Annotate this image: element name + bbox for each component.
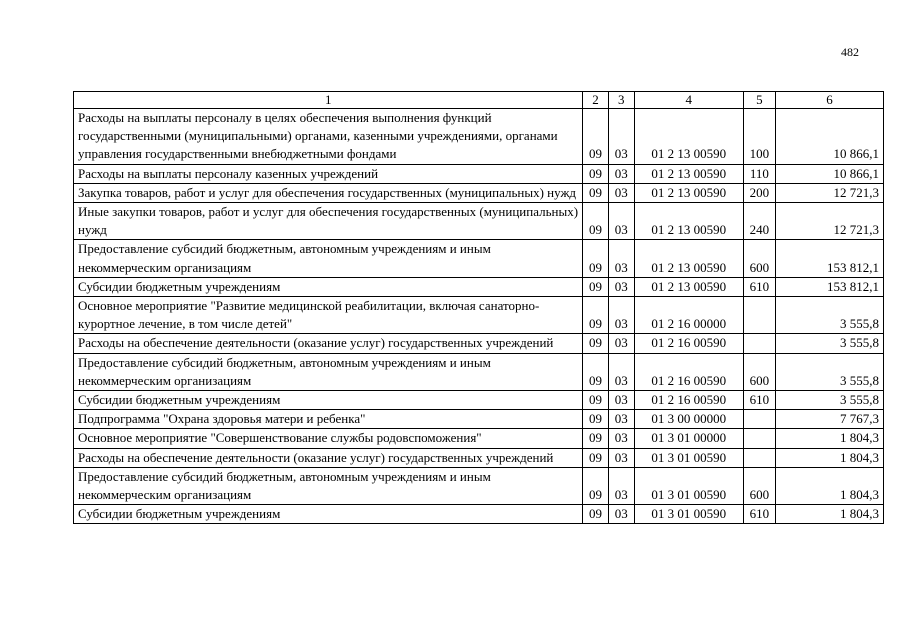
cell-subsection: 03: [608, 353, 634, 390]
header-cell-type: 5: [743, 92, 775, 109]
cell-target-code: 01 2 13 00590: [634, 183, 743, 202]
cell-section: 09: [583, 353, 608, 390]
cell-section: 09: [583, 391, 608, 410]
cell-target-code: 01 2 16 00000: [634, 297, 743, 334]
cell-expense-type: 110: [743, 164, 775, 183]
cell-section: 09: [583, 183, 608, 202]
page-number: 482: [841, 45, 859, 59]
cell-sum: 3 555,8: [776, 353, 884, 390]
cell-section: 09: [583, 448, 608, 467]
table-row: [74, 334, 884, 353]
table-row: [74, 297, 884, 334]
cell-target-code: 01 3 01 00590: [634, 505, 743, 524]
cell-expense-type: 100: [743, 109, 775, 165]
cell-subsection: 03: [608, 109, 634, 165]
cell-sum: 3 555,8: [776, 334, 884, 353]
header-cell-section: 2: [583, 92, 608, 109]
cell-expense-type: 600: [743, 467, 775, 504]
cell-section: 09: [583, 277, 608, 296]
cell-target-code: 01 2 13 00590: [634, 164, 743, 183]
cell-section: 09: [583, 505, 608, 524]
cell-sum: 10 866,1: [776, 109, 884, 165]
cell-section: 09: [583, 297, 608, 334]
cell-sum: 3 555,8: [776, 391, 884, 410]
cell-target-code: 01 3 01 00590: [634, 448, 743, 467]
table-row: [74, 505, 884, 524]
cell-subsection: 03: [608, 505, 634, 524]
table-row: [74, 164, 884, 183]
cell-section: 09: [583, 203, 608, 240]
cell-expense-type: [743, 448, 775, 467]
cell-name: Субсидии бюджетным учреждениям: [74, 505, 583, 524]
table-row: [74, 203, 884, 240]
header-cell-subsection: 3: [608, 92, 634, 109]
cell-expense-type: 610: [743, 277, 775, 296]
cell-name: Иные закупки товаров, работ и услуг для обеспечения государственных (муниципальных) нужд: [74, 203, 583, 240]
budget-table: [73, 91, 884, 524]
cell-subsection: 03: [608, 297, 634, 334]
cell-name: Предоставление субсидий бюджетным, автономным учреждениям и иным некоммерческим организациям: [74, 353, 583, 390]
cell-subsection: 03: [608, 467, 634, 504]
cell-sum: 1 804,3: [776, 467, 884, 504]
table-body: [74, 109, 884, 524]
cell-name: Предоставление субсидий бюджетным, автономным учреждениям и иным некоммерческим организациям: [74, 240, 583, 277]
cell-subsection: 03: [608, 391, 634, 410]
table-row: [74, 240, 884, 277]
cell-name: Субсидии бюджетным учреждениям: [74, 277, 583, 296]
table-row: [74, 277, 884, 296]
table-row: [74, 448, 884, 467]
cell-section: 09: [583, 164, 608, 183]
cell-sum: 7 767,3: [776, 410, 884, 429]
cell-name: Субсидии бюджетным учреждениям: [74, 391, 583, 410]
cell-subsection: 03: [608, 203, 634, 240]
cell-expense-type: 240: [743, 203, 775, 240]
cell-name: Основное мероприятие "Развитие медицинской реабилитации, включая санаторно-курортное лечение, в том числе детей": [74, 297, 583, 334]
cell-target-code: 01 3 00 00000: [634, 410, 743, 429]
cell-sum: 3 555,8: [776, 297, 884, 334]
cell-name: Предоставление субсидий бюджетным, автономным учреждениям и иным некоммерческим организациям: [74, 467, 583, 504]
cell-subsection: 03: [608, 240, 634, 277]
cell-section: 09: [583, 410, 608, 429]
cell-sum: 12 721,3: [776, 203, 884, 240]
table-row: [74, 183, 884, 202]
cell-target-code: 01 2 13 00590: [634, 240, 743, 277]
header-cell-target: 4: [634, 92, 743, 109]
cell-subsection: 03: [608, 410, 634, 429]
cell-target-code: 01 2 13 00590: [634, 109, 743, 165]
cell-sum: 12 721,3: [776, 183, 884, 202]
cell-subsection: 03: [608, 429, 634, 448]
cell-sum: 1 804,3: [776, 429, 884, 448]
cell-subsection: 03: [608, 448, 634, 467]
table-header-row: [74, 92, 884, 109]
cell-name: Подпрограмма "Охрана здоровья матери и ребенка": [74, 410, 583, 429]
table-row: [74, 429, 884, 448]
cell-name: Расходы на обеспечение деятельности (оказание услуг) государственных учреждений: [74, 334, 583, 353]
cell-sum: 10 866,1: [776, 164, 884, 183]
cell-section: 09: [583, 467, 608, 504]
cell-subsection: 03: [608, 183, 634, 202]
cell-expense-type: 200: [743, 183, 775, 202]
cell-expense-type: 600: [743, 353, 775, 390]
cell-target-code: 01 2 16 00590: [634, 391, 743, 410]
cell-expense-type: 610: [743, 391, 775, 410]
cell-expense-type: [743, 429, 775, 448]
table-row: [74, 467, 884, 504]
cell-target-code: 01 2 16 00590: [634, 353, 743, 390]
cell-section: 09: [583, 109, 608, 165]
table-row: [74, 391, 884, 410]
header-cell-sum: 6: [776, 92, 884, 109]
cell-sum: 153 812,1: [776, 277, 884, 296]
cell-target-code: 01 2 13 00590: [634, 203, 743, 240]
cell-target-code: 01 2 16 00590: [634, 334, 743, 353]
cell-expense-type: 600: [743, 240, 775, 277]
cell-name: Расходы на выплаты персоналу казенных учреждений: [74, 164, 583, 183]
cell-sum: 1 804,3: [776, 505, 884, 524]
cell-expense-type: [743, 297, 775, 334]
cell-expense-type: 610: [743, 505, 775, 524]
table-row: [74, 353, 884, 390]
cell-section: 09: [583, 429, 608, 448]
cell-subsection: 03: [608, 334, 634, 353]
cell-name: Закупка товаров, работ и услуг для обеспечения государственных (муниципальных) нужд: [74, 183, 583, 202]
cell-target-code: 01 2 13 00590: [634, 277, 743, 296]
cell-section: 09: [583, 240, 608, 277]
cell-subsection: 03: [608, 164, 634, 183]
cell-target-code: 01 3 01 00000: [634, 429, 743, 448]
header-cell-name: 1: [74, 92, 583, 109]
cell-expense-type: [743, 410, 775, 429]
cell-name: Расходы на выплаты персоналу в целях обеспечения выполнения функций государственными (муниципальными) органами, казенными учреждениями, органами управления государственными внебюджетными фондами: [74, 109, 583, 165]
cell-sum: 153 812,1: [776, 240, 884, 277]
cell-expense-type: [743, 334, 775, 353]
cell-sum: 1 804,3: [776, 448, 884, 467]
cell-name: Основное мероприятие "Совершенствование службы родовспоможения": [74, 429, 583, 448]
table-row: [74, 410, 884, 429]
table-row: [74, 109, 884, 165]
cell-section: 09: [583, 334, 608, 353]
cell-target-code: 01 3 01 00590: [634, 467, 743, 504]
cell-name: Расходы на обеспечение деятельности (оказание услуг) государственных учреждений: [74, 448, 583, 467]
cell-subsection: 03: [608, 277, 634, 296]
